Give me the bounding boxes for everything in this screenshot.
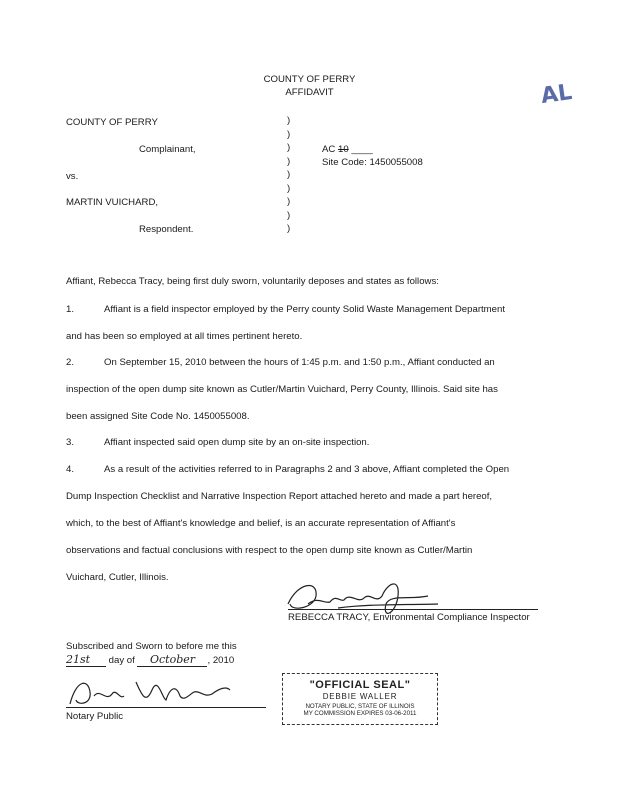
respondent-role: Respondent. <box>139 224 194 235</box>
notary-month: October <box>137 653 207 667</box>
official-notary-seal <box>282 673 438 725</box>
notary-year: , 2010 <box>207 655 235 666</box>
paragraph-2-line-2: inspection of the open dump site known as Cutler/Martin Vuichard, Perry County, Illinois. Said site has <box>66 384 498 395</box>
seal-commission-line: MY COMMISSION EXPIRES 03-06-2011 <box>303 710 417 717</box>
affiant-signature-line <box>288 609 538 610</box>
notary-signature <box>66 676 246 710</box>
subscribed-sworn-text: Subscribed and Sworn to before me this <box>66 641 237 652</box>
paragraph-1-line-2: and has been so employed at all times pertinent hereto. <box>66 331 303 342</box>
paragraph-4-line-2: Dump Inspection Checklist and Narrative Inspection Report attached hereto and made a part hereof, <box>66 491 493 502</box>
paragraph-1-number: 1. <box>66 304 75 315</box>
notary-day-of-label: day of <box>108 655 135 666</box>
county-header: COUNTY OF PERRY <box>263 74 356 85</box>
seal-state-line: NOTARY PUBLIC, STATE OF ILLINOIS <box>305 703 415 710</box>
ac-label: AC <box>322 144 336 155</box>
seal-title: "OFFICIAL SEAL" <box>309 679 411 691</box>
complainant-role: Complainant, <box>139 144 196 155</box>
paragraph-2-number: 2. <box>66 357 75 368</box>
paragraph-3-number: 3. <box>66 437 75 448</box>
document-title: AFFIDAVIT <box>285 87 334 98</box>
paragraph-4-line-3: which, to the best of Affiant's knowledge and belief, is an accurate representation of Affiant's <box>66 518 456 529</box>
complainant-name: COUNTY OF PERRY <box>66 117 158 128</box>
notary-date-line <box>66 653 234 667</box>
ac-blank: ____ <box>351 144 373 155</box>
ac-number: 10 <box>338 144 349 155</box>
notary-signature-line <box>66 707 266 708</box>
paragraph-4-number: 4. <box>66 464 75 475</box>
paragraph-4-line-4: observations and factual conclusions with respect to the open dump site known as Cutler/Martin <box>66 545 473 556</box>
paragraph-1-line-1: Affiant is a field inspector employed by the Perry county Solid Waste Management Department <box>104 304 506 315</box>
intro-paragraph: Affiant, Rebecca Tracy, being first duly sworn, voluntarily deposes and states as follows: <box>66 276 439 287</box>
paragraph-3-line-1: Affiant inspected said open dump site by an on-site inspection. <box>104 437 370 448</box>
paragraph-2-line-3: been assigned Site Code No. 1450055008. <box>66 411 250 422</box>
corner-stamp-mark: AL <box>539 79 574 110</box>
versus-label: vs. <box>66 171 79 182</box>
paragraph-2-line-1: On September 15, 2010 between the hours of 1:45 p.m. and 1:50 p.m., Affiant conducted an <box>104 357 495 368</box>
respondent-name: MARTIN VUICHARD, <box>66 197 159 208</box>
ac-number-line <box>322 144 373 155</box>
paragraph-4-line-5: Vuichard, Cutler, Illinois. <box>66 572 169 583</box>
notary-day: 21st <box>66 653 106 667</box>
seal-name: DEBBIE WALLER <box>322 692 398 701</box>
affiant-signature-caption: REBECCA TRACY, Environmental Compliance Inspector <box>288 612 530 623</box>
paragraph-4-line-1: As a result of the activities referred to in Paragraphs 2 and 3 above, Affiant completed the Open <box>104 464 510 475</box>
caption-parentheses: ) ) ) ) ) ) ) ) ) <box>287 115 291 234</box>
site-code: Site Code: 1450055008 <box>322 157 423 168</box>
notary-public-caption: Notary Public <box>66 711 124 722</box>
